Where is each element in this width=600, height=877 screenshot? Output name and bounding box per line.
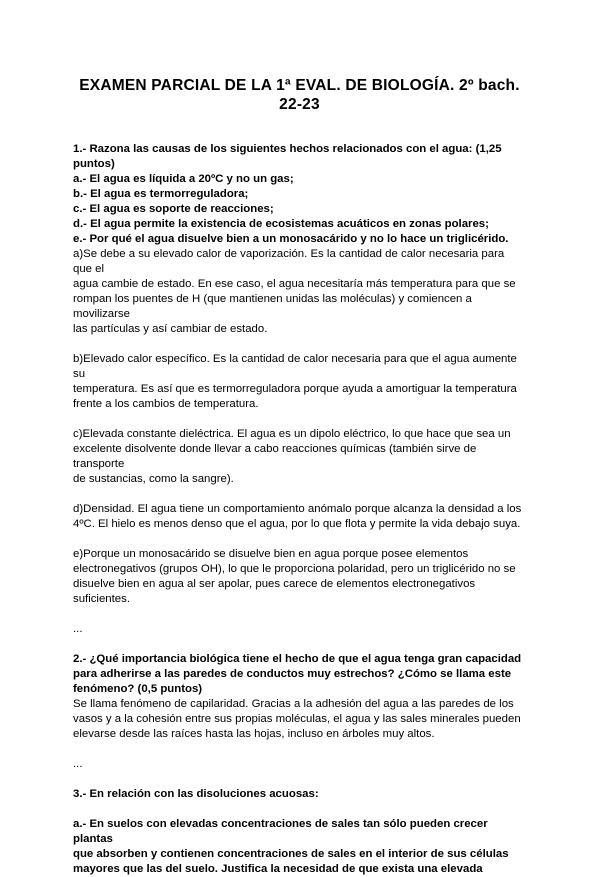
exam-title-line1: EXAMEN PARCIAL DE LA 1ª EVAL. DE BIOLOGÍA. 2º bach. — [79, 77, 520, 94]
q3-prompt: 3.- En relación con las disoluciones acuosas: — [73, 788, 319, 800]
spacer — [73, 412, 526, 427]
answer-line: las partículas y así cambiar de estado. — [73, 323, 268, 335]
q3-sub-a-line: que absorben y contienen concentraciones de sales en el interior de sus células — [73, 848, 509, 860]
spacer — [73, 607, 526, 622]
answer-line: vasos y a la cohesión entre sus propias moléculas, el agua y las sales minerales pueden — [73, 713, 521, 725]
q1-answer-b — [73, 352, 526, 412]
answer-line: agua cambie de estado. En ese caso, el agua necesitaría más temperatura para que se — [73, 278, 516, 290]
spacer — [73, 637, 526, 652]
question-3 — [73, 787, 526, 877]
question-1 — [73, 142, 526, 637]
question-2 — [73, 652, 526, 772]
spacer — [73, 772, 526, 787]
spacer — [73, 487, 526, 502]
answer-line: elevarse desde las raíces hasta las hojas, incluso en árboles muy altos. — [73, 728, 435, 740]
exam-title — [73, 76, 526, 114]
spacer — [73, 532, 526, 547]
answer-line: disuelve bien en agua al ser apolar, pues carece de elementos electronegativos suficientes. — [73, 578, 476, 605]
q1-prompt-line2: puntos) — [73, 158, 115, 170]
q2-prompt-line: fenómeno? (0,5 puntos) — [73, 683, 203, 695]
q1-item-a: a.- El agua es líquida a 20ºC y no un gas; — [73, 173, 294, 185]
spacer — [73, 337, 526, 352]
q1-item-c: c.- El agua es soporte de reacciones; — [73, 203, 274, 215]
answer-line: Se llama fenómeno de capilaridad. Gracias a la adhesión del agua a las paredes de los — [73, 698, 514, 710]
answer-line: frente a los cambios de temperatura. — [73, 398, 259, 410]
q1-answer-a — [73, 247, 526, 337]
q1-answer-c — [73, 427, 526, 487]
q1-ellipsis: ... — [73, 623, 83, 635]
answer-line: de sustancias, como la sangre). — [73, 473, 234, 485]
q1-item-e: e.- Por qué el agua disuelve bien a un monosacárido y no lo hace un triglicérido. — [73, 233, 509, 245]
answer-line: excelente disolvente donde llevar a cabo reacciones químicas (también sirve de transporte — [73, 443, 477, 470]
spacer — [73, 802, 526, 817]
answer-line: rompan los puentes de H (que mantienen unidas las moléculas) y comiencen a movilizarse — [73, 293, 472, 320]
answer-line: 4ºC. El hielo es menos denso que el agua, por lo que flota y permite la vida debajo suya. — [73, 518, 521, 530]
q1-answer-e — [73, 547, 526, 607]
q2-prompt-line: para adherirse a las paredes de conductos muy estrechos? ¿Cómo se llama este — [73, 668, 512, 680]
answer-line: b)Elevado calor específico. Es la cantidad de calor necesaria para que el agua aumente su — [73, 353, 517, 380]
q1-answer-d — [73, 502, 526, 532]
answer-line: e)Porque un monosacárido se disuelve bien en agua porque posee elementos — [73, 548, 469, 560]
q1-item-d: d.- El agua permite la existencia de ecosistemas acuáticos en zonas polares; — [73, 218, 489, 230]
exam-title-line2: 22-23 — [279, 96, 320, 113]
answer-line: electronegativos (grupos OH), lo que le proporciona polaridad, pero un triglicérido no se — [73, 563, 516, 575]
q2-ellipsis: ... — [73, 758, 83, 770]
answer-line: d)Densidad. El agua tiene un comportamiento anómalo porque alcanza la densidad a los — [73, 503, 522, 515]
q2-prompt-line: 2.- ¿Qué importancia biológica tiene el hecho de que el agua tenga gran capacidad — [73, 653, 522, 665]
answer-line: a)Se debe a su elevado calor de vaporización. Es la cantidad de calor necesaria para que el — [73, 248, 505, 275]
answer-line: temperatura. Es así que es termorreguladora porque ayuda a amortiguar la temperatura — [73, 383, 517, 395]
q1-prompt-line1: 1.- Razona las causas de los siguientes hechos relacionados con el agua: (1,25 — [73, 143, 502, 155]
answer-line: c)Elevada constante dieléctrica. El agua es un dipolo eléctrico, lo que hace que sea un — [73, 428, 511, 440]
q3-sub-a-line: a.- En suelos con elevadas concentraciones de sales tan sólo pueden crecer plantas — [73, 818, 488, 845]
q3-sub-a-line: mayores que las del suelo. Justifica la necesidad de que exista una elevada — [73, 863, 483, 875]
spacer — [73, 742, 526, 757]
q1-item-b: b.- El agua es termorreguladora; — [73, 188, 249, 200]
